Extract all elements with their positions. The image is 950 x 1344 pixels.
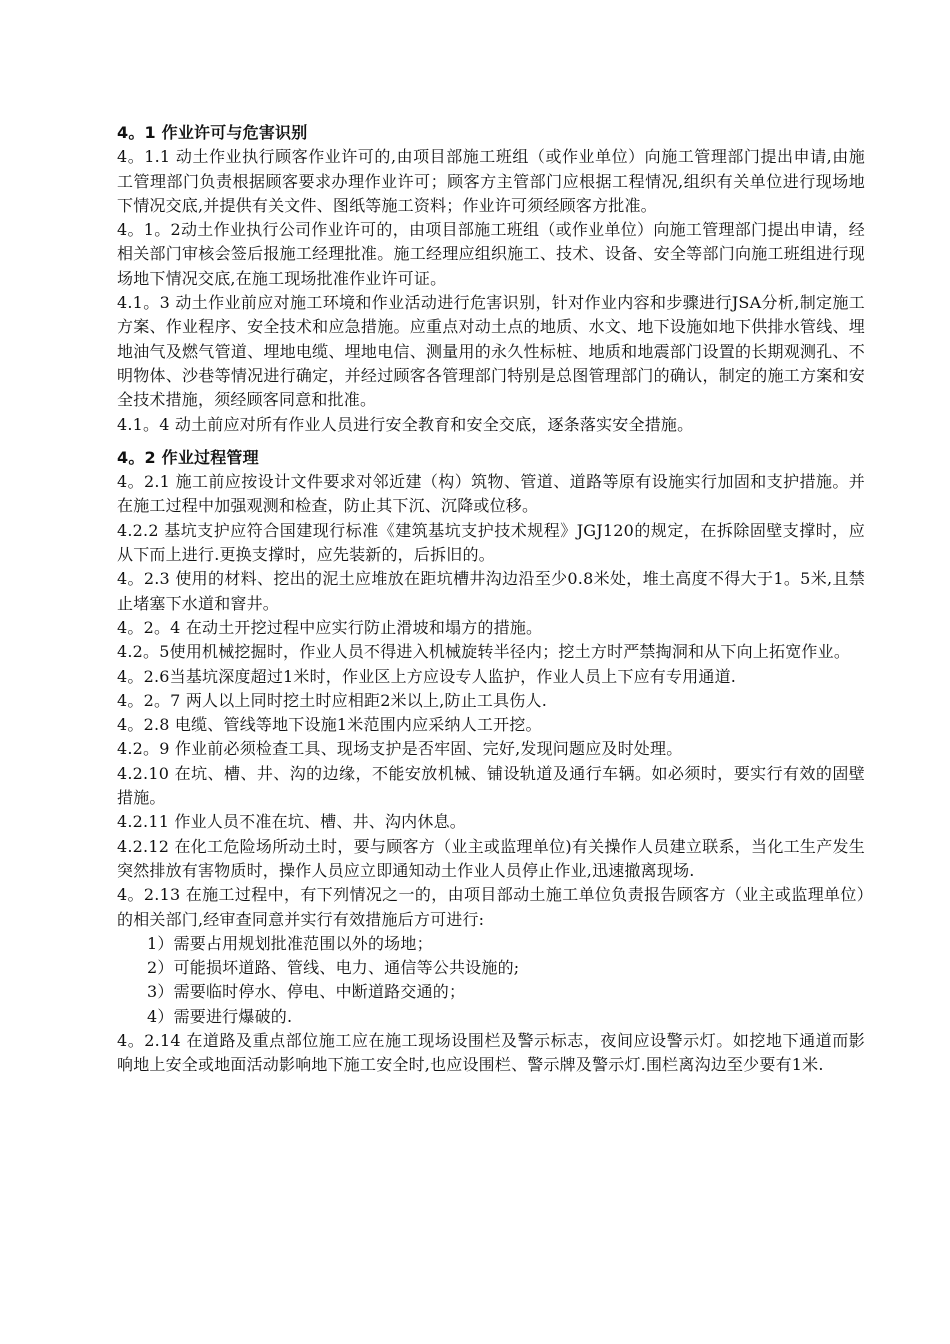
paragraph-4-2-6: 4。2.6当基坑深度超过1米时，作业区上方应设专人监护，作业人员上下应有专用通道.	[117, 666, 737, 686]
list-item: 4）需要进行爆破的.	[147, 1006, 293, 1026]
paragraph-4-2-14: 4。2.14 在道路及重点部位施工应在施工现场设围栏及警示标志，夜间应设警示灯。如挖地下通道而影响地上安全或地面活动影响地下施工安全时,也应设围栏、警示牌及警示灯.围栏离沟边至少要有1米.	[117, 1030, 865, 1075]
paragraph-4-2-2: 4.2.2 基坑支护应符合国建现行标准《建筑基坑支护技术规程》JGJ120的规定，在拆除固壁支撑时，应从下而上进行.更换支撑时，应先装新的，后拆旧的。	[117, 520, 865, 565]
paragraph-4-2-11: 4.2.11 作业人员不准在坑、槽、井、沟内休息。	[117, 812, 466, 832]
paragraph-4-2-8: 4。2.8 电缆、管线等地下设施1米范围内应采纳人工开挖。	[117, 715, 542, 735]
document-body	[117, 121, 865, 1078]
section-heading-4-2: 4。2 作业过程管理	[117, 447, 259, 467]
paragraph-4-1-3: 4.1。3 动土作业前应对施工环境和作业活动进行危害识别，针对作业内容和步骤进行JSA分析,制定施工方案、作业程序、安全技术和应急措施。应重点对动土点的地质、水文、地下设施如地下供排水管线、埋地油气及燃气管道、埋地电缆、埋地电信、测量用的永久性标桩、地质和地震部门设置的长期观测孔、不明物体、沙巷等情况进行确定，并经过顾客各管理部门特别是总图管理部门的确认，制定的施工方案和安全技术措施，须经顾客同意和批准。	[117, 293, 865, 410]
paragraph-4-2-7: 4。2。7 两人以上同时挖土时应相距2米以上,防止工具伤人.	[117, 690, 547, 710]
paragraph-4-2-4: 4。2。4 在动土开挖过程中应实行防止滑坡和塌方的措施。	[117, 617, 543, 637]
list-item: 2）可能损坏道路、管线、电力、通信等公共设施的;	[147, 958, 520, 978]
section-heading-4-1: 4。1 作业许可与危害识别	[117, 123, 308, 142]
list-item: 3）需要临时停水、停电、中断道路交通的；	[147, 982, 466, 1002]
paragraph-4-1-1: 4。1.1 动土作业执行顾客作业许可的,由项目部施工班组（或作业单位）向施工管理部门提出申请,由施工管理部门负责根据顾客要求办理作业许可；顾客方主管部门应根据工程情况,组织有关单位进行现场地下情况交底,并提供有关文件、图纸等施工资料；作业许可须经顾客方批准。	[117, 147, 865, 215]
paragraph-4-1-4: 4.1。4 动土前应对所有作业人员进行安全教育和安全交底，逐条落实安全措施。	[117, 414, 694, 434]
list-item: 1）需要占用规划批准范围以外的场地；	[147, 933, 433, 953]
paragraph-4-2-3: 4。2.3 使用的材料、挖出的泥土应堆放在距坑槽井沟边沿至少0.8米处，堆土高度不得大于1。5米,且禁止堵塞下水道和窨井。	[117, 569, 865, 613]
paragraph-4-2-10: 4.2.10 在坑、槽、井、沟的边缘，不能安放机械、铺设轨道及通行车辆。如必须时，要实行有效的固壁措施。	[117, 763, 865, 808]
paragraph-4-2-12: 4.2.12 在化工危险场所动土时，要与顾客方（业主或监理单位)有关操作人员建立联系，当化工生产发生突然排放有害物质时，操作人员应立即通知动土作业人员停止作业,迅速撤离现场.	[117, 836, 865, 880]
paragraph-4-2-13: 4。2.13 在施工过程中，有下列情况之一的，由项目部动土施工单位负责报告顾客方（业主或监理单位）的相关部门,经审查同意并实行有效措施后方可进行:	[117, 885, 865, 929]
paragraph-4-2-1: 4。2.1 施工前应按设计文件要求对邻近建（构）筑物、管道、道路等原有设施实行加固和支护措施。并在施工过程中加强观测和检查，防止其下沉、沉降或位移。	[117, 472, 865, 516]
paragraph-4-2-5: 4.2。5使用机械挖掘时，作业人员不得进入机械旋转半径内；挖土方时严禁掏洞和从下向上拓宽作业。	[117, 642, 851, 662]
paragraph-4-2-9: 4.2。9 作业前必须检查工具、现场支护是否牢固、完好,发现问题应及时处理。	[117, 739, 683, 759]
paragraph-4-1-2: 4。1。2动土作业执行公司作业许可的，由项目部施工班组（或作业单位）向施工管理部门提出申请，经相关部门审核会签后报施工经理批准。施工经理应组织施工、技术、设备、安全等部门向施工班组进行现场地下情况交底,在施工现场批准作业许可证。	[117, 220, 865, 288]
